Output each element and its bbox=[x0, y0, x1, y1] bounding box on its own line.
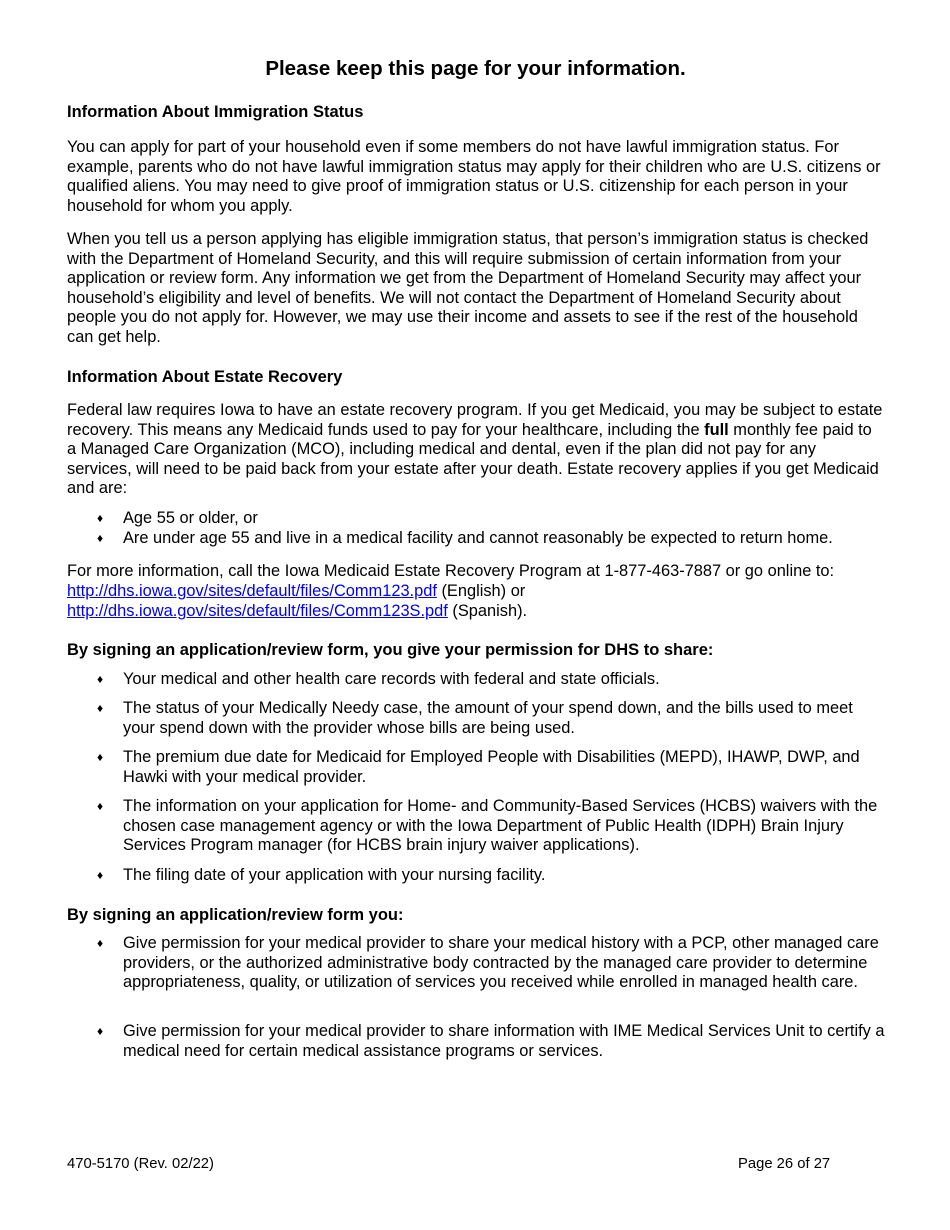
immigration-paragraph-1: You can apply for part of your household even if some members do not have lawful immigration status. For example, parents who do not have lawful immigration status may apply for their children who are U.S. citizens or qualified aliens. You may need to give proof of immigration status or U.S. citizenship for each person in your household for whom you apply. bbox=[67, 138, 881, 215]
estate-heading: Information About Estate Recovery bbox=[67, 368, 343, 386]
english-pdf-link[interactable]: http://dhs.iowa.gov/sites/default/files/Comm123.pdf bbox=[67, 582, 437, 600]
immigration-paragraph-2: When you tell us a person applying has eligible immigration status, that person’s immigration status is checked with the Department of Homeland Security, and this will require submission of certain information from your application or review form. Any information we get from the Department of Homeland Security may affect your household’s eligibility and level of benefits. We will not contact the Department of Homeland Security about people you do not apply for. However, we may use their income and assets to see if the rest of the household can get help. bbox=[67, 230, 869, 346]
estate-more-info: For more information, call the Iowa Medicaid Estate Recovery Program at 1-877-463-7887 or go online to: bbox=[67, 562, 835, 580]
consent-bullet bbox=[97, 1022, 887, 1061]
share-bullet bbox=[97, 866, 887, 886]
estate-paragraph bbox=[67, 401, 884, 499]
bullet-diamond-icon: ♦ bbox=[97, 531, 104, 545]
estate-link-line-spanish bbox=[67, 602, 884, 622]
spanish-link-suffix: (Spanish). bbox=[447, 602, 528, 620]
estate-text-after: monthly fee paid to a Managed Care Organization (MCO), including medical and dental, even if the plan did not pay for any services, will need to be paid back from your estate after your death. Estate recovery applies if you get Medicaid and are: bbox=[67, 420, 879, 498]
share-bullet bbox=[97, 670, 887, 690]
estate-bullet-text: Age 55 or older, or bbox=[123, 509, 258, 527]
bullet-diamond-icon: ♦ bbox=[97, 1024, 104, 1038]
bullet-diamond-icon: ♦ bbox=[97, 750, 104, 764]
bullet-diamond-icon: ♦ bbox=[97, 672, 104, 686]
form-number: 470-5170 (Rev. 02/22) bbox=[67, 1156, 214, 1172]
consent-heading: By signing an application/review form you: bbox=[67, 906, 404, 924]
english-link-suffix: (English) or bbox=[436, 582, 526, 600]
page-number: Page 26 of 27 bbox=[738, 1156, 831, 1172]
share-heading: By signing an application/review form, you give your permission for DHS to share: bbox=[67, 641, 714, 659]
share-bullet bbox=[97, 748, 887, 787]
immigration-heading: Information About Immigration Status bbox=[67, 103, 364, 121]
estate-text-before: Federal law requires Iowa to have an estate recovery program. If you get Medicaid, you may be subject to estate recovery. This means any Medicaid funds used to pay for your healthcare, including the bbox=[67, 401, 883, 439]
bullet-diamond-icon: ♦ bbox=[97, 701, 104, 715]
bullet-diamond-icon: ♦ bbox=[97, 868, 104, 882]
page-title: Please keep this page for your information. bbox=[265, 57, 686, 80]
bullet-diamond-icon: ♦ bbox=[97, 511, 104, 525]
share-bullet bbox=[97, 797, 887, 856]
estate-bullet bbox=[97, 509, 887, 529]
consent-bullet bbox=[97, 934, 887, 993]
estate-text-bold: full bbox=[704, 420, 729, 439]
bullet-diamond-icon: ♦ bbox=[97, 799, 104, 813]
share-bullet-text: Your medical and other health care records with federal and state officials. bbox=[123, 670, 660, 688]
consent-bullet-text: Give permission for your medical provider to share information with IME Medical Services Unit to certify a medical need for certain medical assistance programs or services. bbox=[123, 1022, 885, 1060]
spanish-pdf-link[interactable]: http://dhs.iowa.gov/sites/default/files/Comm123S.pdf bbox=[67, 602, 448, 620]
share-bullet-text: The filing date of your application with your nursing facility. bbox=[123, 866, 546, 884]
bullet-diamond-icon: ♦ bbox=[97, 936, 104, 950]
estate-bullet bbox=[97, 529, 887, 549]
consent-bullet-text: Give permission for your medical provider to share your medical history with a PCP, other managed care providers, or the authorized administrative body contracted by the managed care provider to determine appropriateness, quality, or utilization of services you received while enrolled in managed health care. bbox=[123, 934, 879, 992]
share-bullet bbox=[97, 699, 887, 738]
share-bullet-text: The premium due date for Medicaid for Employed People with Disabilities (MEPD), IHAWP, DWP, and Hawki with your medical provider. bbox=[123, 748, 860, 786]
estate-link-line-english bbox=[67, 582, 884, 602]
estate-bullet-text: Are under age 55 and live in a medical facility and cannot reasonably be expected to return home. bbox=[123, 529, 833, 547]
share-bullet-text: The status of your Medically Needy case, the amount of your spend down, and the bills used to meet your spend down with the provider whose bills are being used. bbox=[123, 699, 853, 737]
share-bullet-text: The information on your application for Home- and Community-Based Services (HCBS) waivers with the chosen case management agency or with the Iowa Department of Public Health (IDPH) Brain Injury Services Program manager (for HCBS brain injury waiver applications). bbox=[123, 797, 878, 855]
